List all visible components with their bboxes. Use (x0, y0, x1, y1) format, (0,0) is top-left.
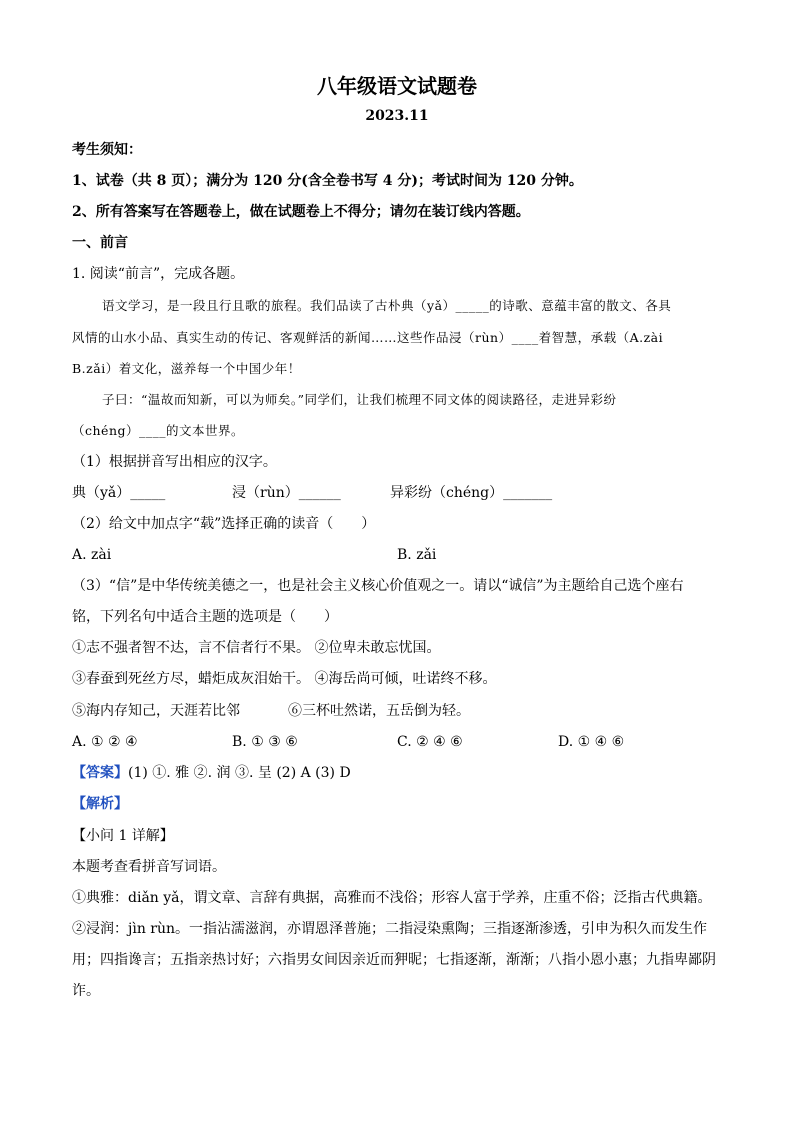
passage-line: （chéng）____的文本世界。 (72, 423, 245, 438)
blank-cheng: 异彩纷（chéng）_______ (390, 485, 553, 501)
notice-item-2: 2、所有答案写在答题卷上，做在试题卷上不得分；请勿在装订线内答题。 (72, 204, 530, 220)
analysis-line: 用；四指谗言；五指亲热讨好；六指男女间因亲近而狎昵；七指逐渐，渐渐；八指小恩小惠；九指卑鄙阴 (72, 952, 716, 968)
passage-line: 风情的山水小品、真实生动的传记、客观鲜活的新闻……这些作品浸（rùn）____着智慧，承载（A.zài (72, 330, 664, 345)
option-a: A. zài (72, 547, 112, 563)
section-heading: 一、前言 (72, 235, 128, 251)
option-c: C. ② ④ ⑥ (397, 734, 463, 750)
option-d: D. ① ④ ⑥ (558, 734, 625, 750)
sub-question-1: （1）根据拼音写出相应的汉字。 (72, 454, 277, 470)
analysis-line: ①典雅：diǎn yǎ，谓文章、言辞有典据，高雅而不浅俗；形容人富于学养，庄重不俗；泛指古代典籍。 (72, 890, 712, 906)
analysis-label: 【解析】 (72, 796, 128, 812)
page-title: 八年级语文试题卷 (317, 74, 477, 98)
notice-heading: 考生须知： (72, 142, 142, 158)
motto-line: ①志不强者智不达，言不信者行不果。 ②位卑未敢忘忧国。 (72, 640, 441, 656)
sub-question-3-cont: 铭，下列名句中适合主题的选项是（ ） (72, 609, 338, 625)
answer-row (72, 763, 351, 783)
analysis-line: 诈。 (72, 983, 100, 999)
sub-question-3: （3）“信”是中华传统美德之一，也是社会主义核心价值观之一。请以“诚信”为主题给自己选个座右 (72, 578, 684, 594)
analysis-line: 本题考查看拼音写词语。 (72, 859, 226, 875)
motto-item: ⑥三杯吐然诺，五岳倒为轻。 (288, 703, 470, 719)
answer-label: 【答案】 (72, 765, 128, 781)
option-a: A. ① ② ④ (72, 734, 138, 750)
answer-text: (1) ①. 雅 ②. 润 ③. 呈 (2) A (3) D (128, 765, 351, 781)
motto-line: ③春蚕到死丝方尽，蜡炬成灰泪始干。 ④海岳尚可倾，吐诺终不移。 (72, 671, 497, 687)
question-stem: 1. 阅读“前言”，完成各题。 (72, 266, 245, 282)
motto-item: ⑤海内存知己，天涯若比邻 (72, 703, 240, 719)
sub-analysis-label: 【小问 1 详解】 (72, 828, 174, 844)
option-b: B. ① ③ ⑥ (232, 734, 298, 750)
exam-date: 2023.11 (365, 108, 429, 124)
passage-line: B.zǎi）着文化，滋养每一个中国少年！ (72, 361, 301, 376)
blank-ya: 典（yǎ）_____ (72, 485, 166, 501)
passage-line: 语文学习，是一段且行且歌的旅程。我们品读了古朴典（yǎ）_____的诗歌、意蕴丰富的散文、各具 (102, 298, 672, 313)
blank-run: 浸（rùn）______ (232, 485, 341, 501)
passage-line: 子曰：“温故而知新，可以为师矣。”同学们，让我们梳理不同文体的阅读路径，走进异彩纷 (102, 392, 617, 407)
option-b: B. zǎi (397, 547, 437, 563)
notice-item-1: 1、试卷（共 8 页）；满分为 120 分(含全卷书写 4 分)；考试时间为 120 分钟。 (72, 173, 583, 189)
sub-question-2: （2）给文中加点字“载”选择正确的读音（ ） (72, 516, 376, 532)
analysis-line: ②浸润：jìn rùn。一指沾濡滋润，亦谓恩泽普施；二指浸染熏陶；三指逐渐渗透，引申为积久而发生作 (72, 921, 708, 937)
